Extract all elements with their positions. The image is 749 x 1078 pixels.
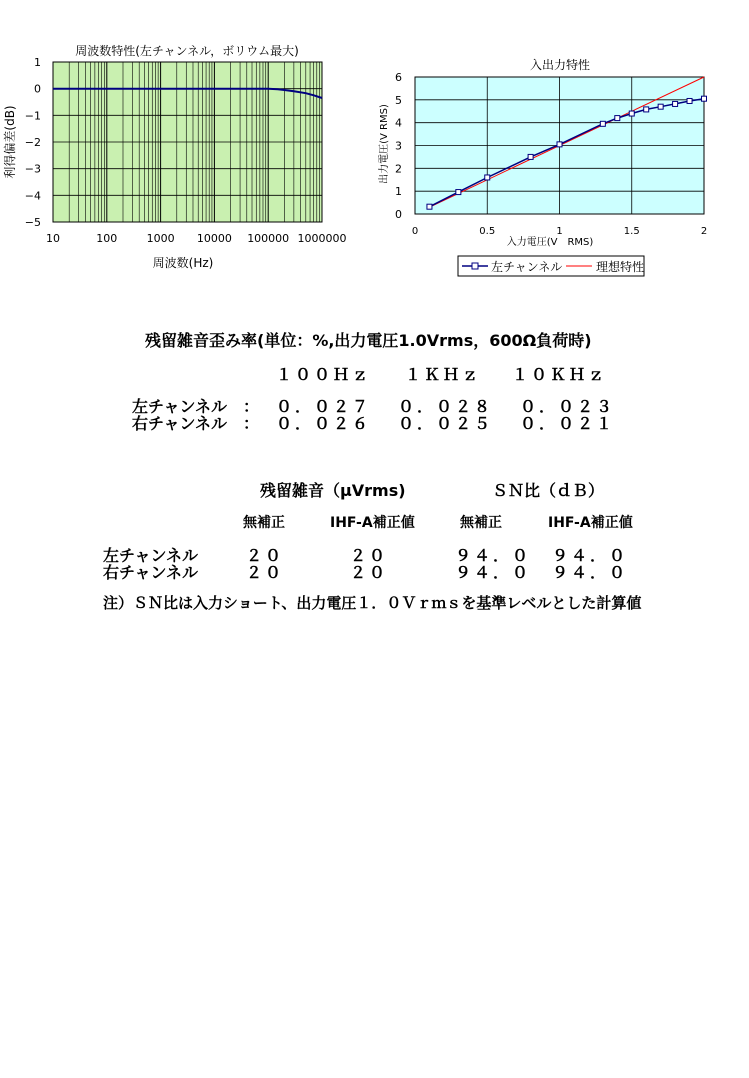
noise-value: ２０	[350, 563, 389, 582]
thd-header-100hz: １００Ｈｚ	[276, 365, 372, 384]
noise-row-label: 左チャンネル	[103, 546, 199, 565]
noise-group-sn: ＳＮ比（ｄＢ）	[492, 481, 605, 500]
noise-value: ９４．０	[455, 546, 532, 565]
noise-value: ２０	[350, 546, 389, 565]
noise-group-residual: 残留雑音（μVrms)	[260, 481, 406, 500]
io-y-tick-label: 6	[395, 71, 402, 84]
thd-value: ０．０２１	[520, 414, 616, 433]
noise-value: ９４．０	[552, 546, 629, 565]
io-y-tick-label: 3	[395, 139, 402, 153]
io-legend-left: 左チャンネル	[491, 260, 563, 274]
io-data-point	[629, 111, 634, 116]
io-legend	[458, 256, 644, 276]
freq-y-tick-label: −3	[24, 162, 41, 176]
noise-subheader: IHF-A補正値	[548, 515, 633, 531]
freq-x-tick-labels	[46, 232, 347, 245]
freq-x-tick-label: 1000000	[297, 232, 347, 245]
io-x-axis-label: 入力電圧(V RMS)	[506, 237, 594, 248]
thd-value: ０．０２５	[398, 414, 494, 433]
io-data-point	[615, 116, 620, 121]
freq-y-axis-label: 利得偏差(dB)	[3, 105, 17, 179]
freq-x-tick-label: 100	[96, 232, 118, 245]
io-data-point	[456, 190, 461, 195]
thd-heading: 残留雑音歪み率(単位：%,出力電圧1.0Vrms，600Ω負荷時)	[145, 331, 592, 350]
freq-x-tick-label: 10000	[196, 232, 232, 245]
thd-row-label: 右チャンネル	[132, 414, 228, 433]
io-y-tick-label: 2	[395, 162, 402, 176]
io-y-tick-label: 0	[395, 208, 402, 221]
io-characteristic-chart	[370, 52, 720, 282]
io-data-point	[557, 142, 562, 147]
noise-subheader: IHF-A補正値	[330, 515, 415, 531]
thd-header-10khz: １０ＫＨｚ	[512, 365, 608, 384]
freq-x-tick-label: 10	[46, 232, 60, 245]
io-data-point	[644, 107, 649, 112]
thd-value: ０．０２３	[520, 397, 616, 416]
noise-value: ９４．０	[455, 563, 532, 582]
io-legend-ideal: 理想特性	[596, 260, 645, 274]
io-chart-title: 入出力特性	[529, 58, 591, 72]
frequency-response-chart	[0, 38, 360, 273]
thd-value: ０．０２８	[398, 397, 494, 416]
io-data-point	[600, 121, 605, 126]
sn-footnote: 注）ＳＮ比は入力ショート、出力電圧１．０Ｖｒｍｓを基準レベルとした計算値	[103, 594, 642, 612]
freq-chart-title: 周波数特性(左チャンネル，ボリウム最大)	[75, 44, 299, 58]
freq-x-axis-label: 周波数(Hz)	[152, 256, 214, 270]
thd-header-1khz: １ＫＨｚ	[405, 365, 482, 384]
thd-row-sep: ：	[243, 397, 260, 416]
io-x-tick-label: 1.5	[623, 226, 640, 237]
io-data-point	[673, 101, 678, 106]
io-data-point	[485, 175, 490, 180]
io-x-tick-label: 1	[556, 226, 563, 237]
freq-y-tick-label: 0	[34, 82, 41, 96]
io-x-tick-labels	[412, 226, 707, 237]
freq-y-tick-label: −4	[24, 189, 41, 203]
thd-row-label: 左チャンネル	[132, 397, 228, 416]
io-x-tick-label: 0.5	[479, 226, 496, 237]
freq-x-tick-label: 100000	[247, 232, 290, 245]
io-y-tick-label: 5	[395, 93, 402, 107]
io-y-tick-label: 4	[395, 116, 402, 130]
freq-y-tick-labels	[25, 56, 41, 229]
noise-value: ２０	[246, 546, 285, 565]
freq-y-tick-label: −1	[24, 109, 41, 123]
freq-x-tick-label: 1000	[146, 232, 175, 245]
io-x-tick-label: 0	[411, 226, 419, 237]
io-data-point	[528, 154, 533, 159]
io-data-point	[687, 98, 692, 103]
io-data-point	[427, 204, 432, 209]
noise-value: ２０	[246, 563, 285, 582]
io-data-point	[702, 96, 707, 101]
thd-value: ０．０２６	[276, 414, 372, 433]
freq-y-tick-label: −2	[24, 136, 41, 149]
io-y-tick-label: 1	[395, 185, 402, 199]
noise-subheader: 無補正	[243, 515, 285, 531]
freq-y-tick-label: 1	[34, 56, 41, 69]
thd-row-sep: ：	[243, 414, 260, 433]
io-x-tick-label: 2	[700, 226, 708, 237]
io-y-tick-labels	[395, 71, 402, 221]
noise-row-label: 右チャンネル	[103, 563, 199, 582]
freq-y-tick-label: −5	[24, 216, 41, 229]
noise-value: ９４．０	[552, 563, 629, 582]
noise-subheader: 無補正	[460, 515, 502, 531]
thd-value: ０．０２７	[276, 397, 372, 416]
io-data-point	[658, 104, 663, 109]
io-y-axis-label: 出力電圧(V RMS)	[379, 104, 390, 184]
